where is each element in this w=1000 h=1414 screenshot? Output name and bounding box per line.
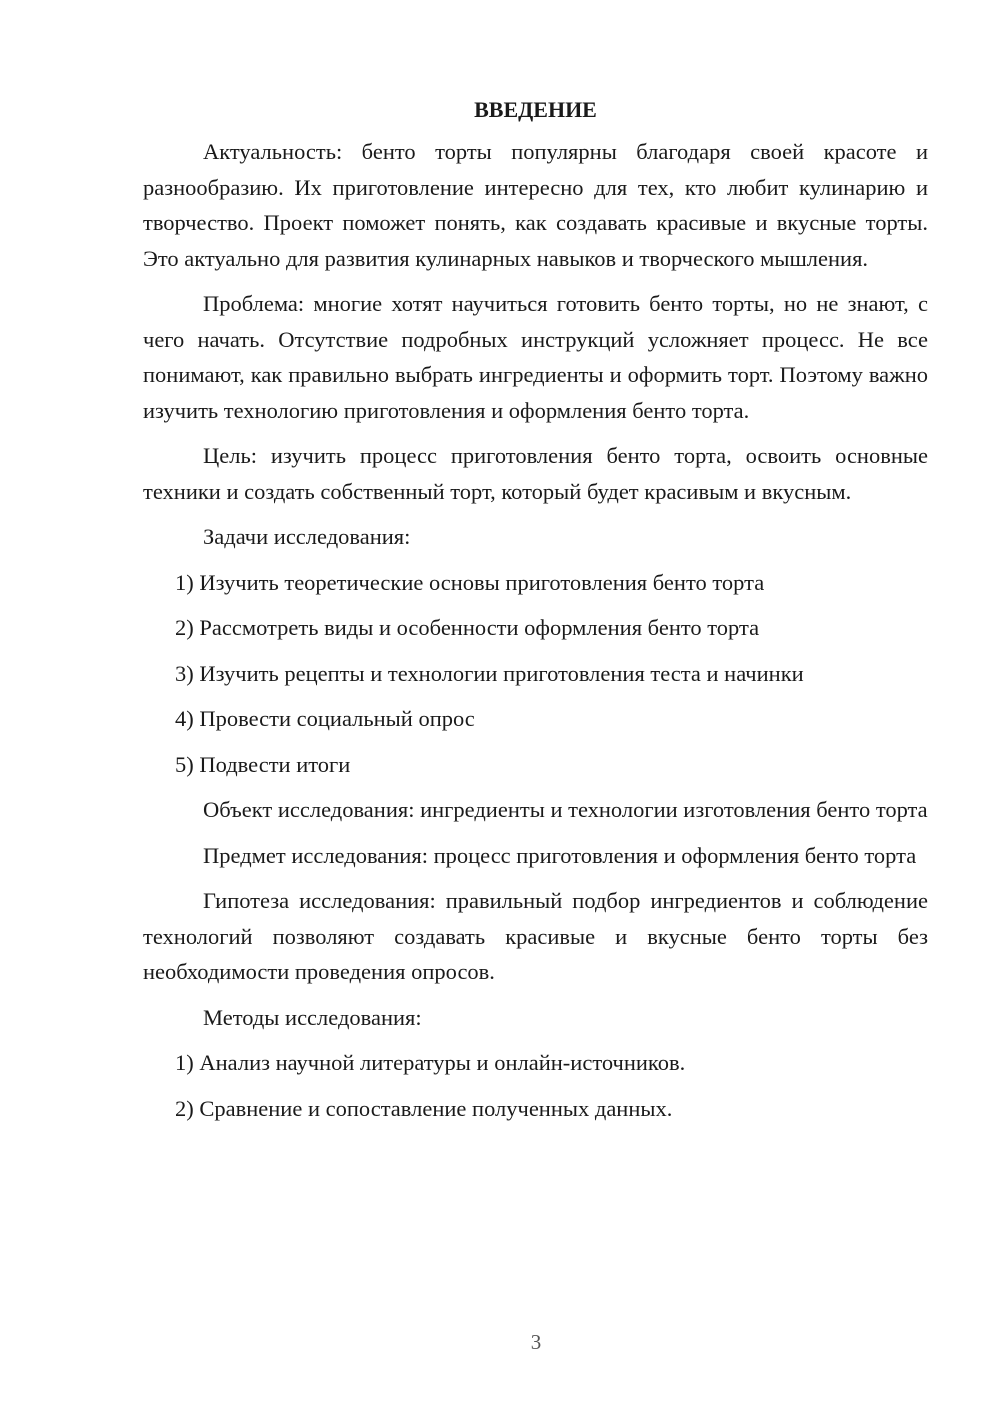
list-item: 2) Сравнение и сопоставление полученных данных. [175,1095,673,1121]
tasks-intro: Задачи исследования: [203,524,411,549]
section-heading: ВВЕДЕНИЕ [474,97,597,122]
subject-paragraph: Предмет исследования: процесс приготовления и оформления бенто торта [203,842,917,868]
list-item: 2) Рассмотреть виды и особенности оформления бенто торта [175,615,760,640]
problem-paragraph: Проблема: многие хотят научиться готовить бенто торты, но не знают, с чего начать. Отсутствие подробных инструкций усложняет процесс. Не все понимают, как правильно выбрать ингредиенты и оформить торт. Поэтому важно изучить технологию приготовления и оформления бенто торта. [143,291,928,423]
hypothesis-paragraph: Гипотеза исследования: правильный подбор ингредиентов и соблюдение технологий позволяют создавать красивые и вкусные бенто торты без необходимости проведения опросов. [143,888,928,984]
list-item: 5) Подвести итоги [175,751,351,777]
relevance-paragraph: Актуальность: бенто торты популярны благодаря своей красоте и разнообразию. Их приготовление интересно для тех, кто любит кулинарию и творчество. Проект поможет понять, как создавать красивые и вкусные торты. Это актуально для развития кулинарных навыков и творческого мышления. [143,139,928,271]
list-item: 4) Провести социальный опрос [175,706,475,731]
document-page [143,92,928,1136]
object-paragraph: Объект исследования: ингредиенты и технологии изготовления бенто торта [203,797,928,822]
list-item: 1) Анализ научной литературы и онлайн-источников. [175,1050,686,1075]
list-item: 3) Изучить рецепты и технологии приготовления теста и начинки [175,660,804,686]
methods-list [143,1045,928,1126]
goal-paragraph: Цель: изучить процесс приготовления бенто торта, освоить основные техники и создать собственный торт, который будет красивым и вкусным. [143,443,928,504]
page-number: 3 [530,1330,542,1354]
list-item: 1) Изучить теоретические основы приготовления бенто торта [175,569,765,595]
methods-intro: Методы исследования: [203,1004,422,1030]
tasks-list [143,565,928,783]
